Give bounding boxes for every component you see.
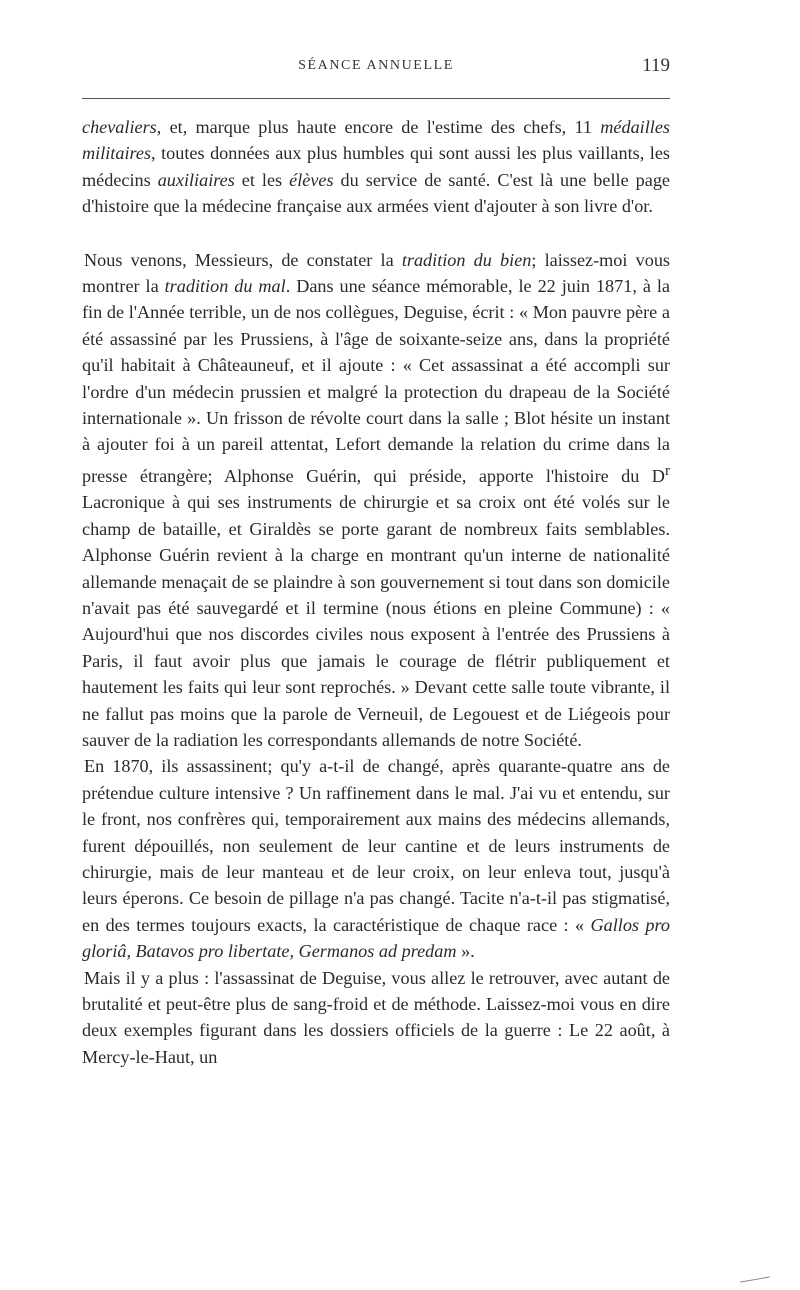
italic-text: chevaliers xyxy=(82,117,157,137)
header-rule xyxy=(82,98,670,99)
text-run: et les xyxy=(234,169,290,190)
paragraph-4 xyxy=(82,965,670,1071)
italic-text: médailles militaires xyxy=(82,117,670,164)
superscript: r xyxy=(664,461,670,479)
italic-text: tradition du mal xyxy=(164,276,286,297)
page-number: 119 xyxy=(642,55,670,76)
paragraph-3 xyxy=(82,753,670,964)
text-run: , toutes données aux plus humbles qui sont aussi les plus vaillants, les médecins xyxy=(82,143,670,190)
paragraph-1 xyxy=(82,114,670,220)
text-run: Nous venons, Messieurs, de constater la xyxy=(84,249,402,270)
text-run: En 1870, ils assassinent; qu'y a-t-il de changé, après quarante-quatre ans de prétendue culture intensive ? Un raffinement dans le mal. J'ai vu et entendu, sur le front, nos confrères qui, temporairement aux mains des médecins allemands, furent dépouillés, non seulement de leur cantine et de leurs instruments de chirurgie, mais de leur manteau et de leur croix, on leur enleva tout, jusqu'à leurs éperons. Ce besoin de pillage n'a pas changé. Tacite n'a-t-il pas stigmatisé, en des termes toujours exacts, la caractéristique de chaque race : « xyxy=(82,756,670,935)
paragraph-2 xyxy=(82,247,670,754)
text-run: du service de santé. C'est là une belle page d'histoire que la médecine française aux armées vient d'ajouter à son livre d'or. xyxy=(82,169,670,217)
page-edge-mark xyxy=(740,1276,770,1282)
italic-text: élèves xyxy=(289,169,334,190)
text-run: ». xyxy=(456,941,475,962)
italic-text: auxiliaires xyxy=(157,169,235,190)
text-run: , et, marque plus haute encore de l'estime des chefs, 11 xyxy=(156,117,601,137)
text-run: ; laissez-moi vous montrer la xyxy=(82,249,670,297)
body-text xyxy=(82,114,670,1070)
text-run: . Dans une séance mémorable, le 22 juin 1871, à la fin de l'Année terrible, un de nos collègues, Deguise, écrit : « Mon pauvre père a été assassiné par les Prussiens, à l'âge de soixante-seize ans, dans la propriété qu'il habitait à Châteauneuf, et il ajoute : « Cet assassinat a été accompli sur l'ordre d'un médecin prussien et malgré la protection du drapeau de la Société internationale ». Un frisson de révolte court dans la salle ; Blot hésite un instant à ajouter foi à un pareil attentat, Lefort demande la relation du crime dans la presse étrangère; Alphonse Guérin, qui préside, apporte l'histoire du D xyxy=(82,276,671,486)
italic-text: Gallos pro gloriâ, Batavos pro libertate, Germanos ad predam xyxy=(82,914,670,962)
page-header xyxy=(82,55,670,84)
paragraph-gap xyxy=(82,220,670,247)
italic-text: tradition du bien xyxy=(401,249,532,270)
running-title: SÉANCE ANNUELLE xyxy=(298,58,454,73)
text-run: Mais il y a plus : l'assassinat de Deguise, vous allez le retrouver, avec autant de brutalité et peut-être plus de sang-froid et de méthode. Laissez-moi vous en dire deux exemples figurant dans les dossiers officiels de la guerre : Le 22 août, à Mercy-le-Haut, un xyxy=(82,967,670,1067)
text-run: Lacronique à qui ses instruments de chirurgie et sa croix ont été volés sur le champ de bataille, et Giraldès se porte garant de nombreux faits semblables. Alphonse Guérin revient à la charge en montrant qu'un interne de nationalité allemande menaçait de se plaindre à son gouvernement si tout dans son domicile n'avait pas été sauvegardé et il termine (nous étions en pleine Commune) : « Aujourd'hui que nos discordes civiles nous exposent à l'entrée des Prussiens à Paris, il faut avoir plus que jamais le courage de flétrir publiquement et hautement les faits qui leur sont reprochés. » Devant cette salle toute vibrante, il ne fallut pas moins que la parole de Verneuil, de Legouest et de Liégeois pour sauver de la radiation les correspondants allemands de notre Société. xyxy=(82,492,670,750)
